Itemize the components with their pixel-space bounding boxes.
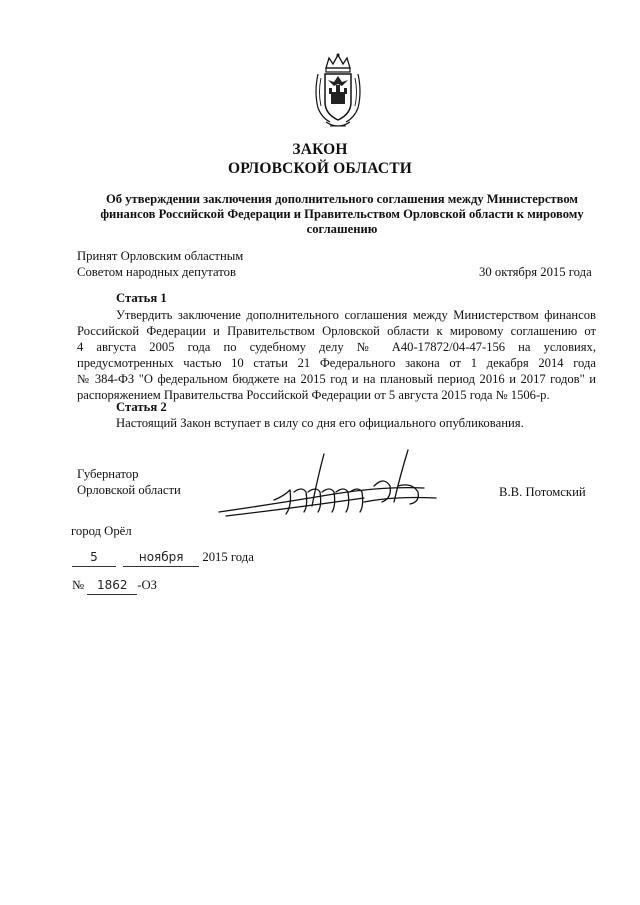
article-1-line: Утвердить заключение дополнительного соглашения между Министерством финансов xyxy=(116,308,596,322)
signatory-name: В.В. Потомский xyxy=(499,485,586,499)
signatory-position-line: Орловской области xyxy=(77,482,181,497)
sign-date-month: ноября xyxy=(123,550,199,567)
adopted-by-line: Советом народных депутатов xyxy=(77,264,236,279)
law-number-suffix: -ОЗ xyxy=(137,578,158,592)
law-subject xyxy=(82,192,602,237)
law-subject-line: Об утверждении заключения дополнительного соглашения между Министерством xyxy=(106,192,578,206)
adopted-by-line: Принят Орловским областным xyxy=(77,249,244,263)
adopted-date: 30 октября 2015 года xyxy=(479,265,592,279)
sign-date xyxy=(72,550,254,567)
article-1-line: Российской Федерации и Правительством Орловской области к мировому соглашению от xyxy=(77,324,596,338)
document-type-title: ЗАКОН xyxy=(292,141,348,158)
handwritten-signature xyxy=(214,446,444,532)
signatory-position-line: Губернатор xyxy=(77,467,139,481)
article-1-text xyxy=(77,307,596,403)
article-2-title: Статья 2 xyxy=(116,400,167,414)
article-1-line: распоряжением Правительства Российской Федерации от 5 августа 2015 года № 1506-р. xyxy=(77,388,550,402)
sign-date-year: 2015 года xyxy=(202,550,254,564)
article-1-line: 4 августа 2005 года по судебному делу № А40-17872/04-47-156 на условиях, xyxy=(77,340,596,354)
sign-date-day: 5 xyxy=(72,550,116,567)
law-number-value: 1862 xyxy=(87,578,137,595)
coat-of-arms-icon xyxy=(312,52,364,132)
signatory-position xyxy=(77,467,181,499)
city: город Орёл xyxy=(71,524,132,538)
article-1-title: Статья 1 xyxy=(116,291,167,305)
article-2-text: Настоящий Закон вступает в силу со дня его официального опубликования. xyxy=(116,416,524,430)
law-subject-line: соглашению xyxy=(306,222,378,236)
article-1-line: предусмотренных частью 10 статьи 21 Федерального закона от 1 декабря 2014 года xyxy=(77,356,596,370)
law-subject-line: финансов Российской Федерации и Правительством Орловской области к мировому xyxy=(100,207,584,221)
adopted-by xyxy=(77,249,243,281)
law-number-prefix: № xyxy=(72,578,85,592)
region-title: ОРЛОВСКОЙ ОБЛАСТИ xyxy=(227,160,413,177)
law-number xyxy=(72,578,157,595)
article-1-line: № 384-ФЗ "О федеральном бюджете на 2015 год и на плановый период 2016 и 2017 годов" и xyxy=(77,372,596,386)
